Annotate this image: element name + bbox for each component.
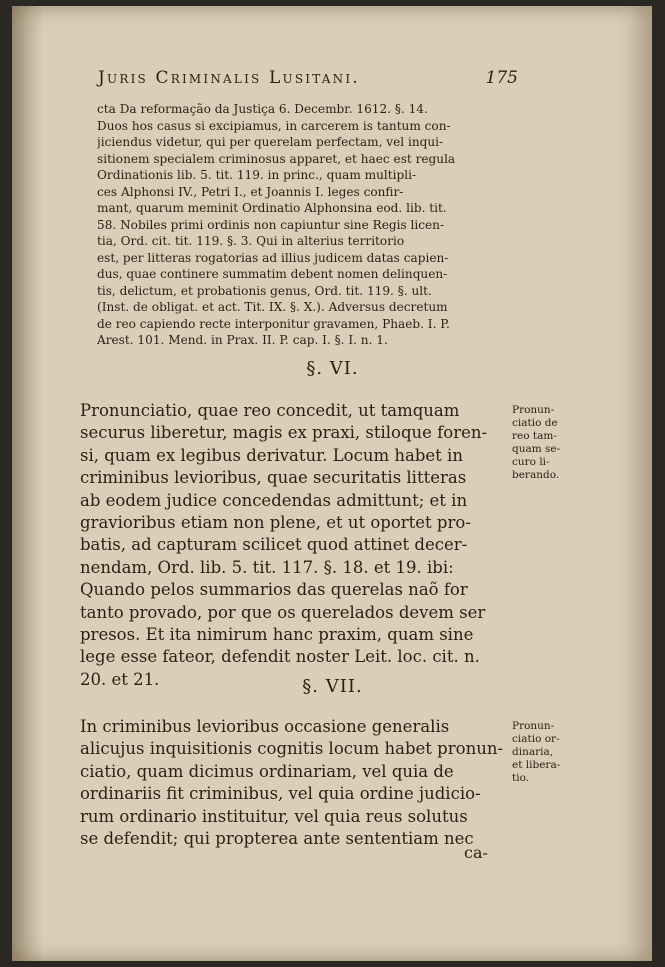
section-heading-vii: §. VII.: [302, 676, 363, 697]
text-line: rum ordinario instituitur, vel quia reus solutus: [80, 806, 468, 826]
running-title: Juris Criminalis Lusitani.: [98, 68, 360, 88]
margin-note-line: curo li-: [512, 456, 550, 468]
page-number: 175: [485, 68, 518, 88]
text-line: gravioribus etiam non plene, et ut oportet pro-: [80, 513, 471, 533]
margin-note-line: ciatio de: [512, 417, 558, 429]
text-line: lege esse fateor, defendit noster Leit. loc. cit. n.: [80, 647, 480, 667]
text-line: Duos hos casus si excipiamus, in carcerem is tantum con-: [97, 118, 451, 133]
text-line: tia, Ord. cit. tit. 119. §. 3. Qui in alterius territorio: [97, 234, 405, 248]
text-line: ordinariis fit criminibus, vel quia ordine judicio-: [80, 784, 481, 804]
text-line: 20. et 21.: [80, 669, 160, 689]
margin-note-line: ciatio or-: [512, 733, 560, 745]
text-line: ab eodem judice concedendas admittunt; et in: [80, 490, 468, 510]
text-line: tis, delictum, et probationis genus, Ord. tit. 119. §. ult.: [97, 283, 432, 298]
section-heading-vi: §. VI.: [306, 358, 359, 379]
text-line: jiciendus videtur, qui per querelam perfectam, vel inqui-: [97, 135, 444, 149]
section-vi-body: [80, 400, 510, 691]
text-line: de reo capiendo recte interponitur gravamen, Phaeb. I. P.: [97, 316, 450, 331]
margin-note-line: reo tam-: [512, 430, 557, 442]
text-line: Ordinationis lib. 5. tit. 119. in princ., quam multipli-: [97, 168, 417, 182]
running-header: [98, 68, 518, 88]
text-line: se defendit; qui propterea ante sententiam nec: [80, 829, 474, 849]
text-line: securus liberetur, magis ex praxi, stiloque foren-: [80, 423, 488, 443]
margin-note-line: Pronun-: [512, 720, 555, 732]
margin-note-line: berando.: [512, 469, 560, 481]
upper-text-block: [97, 101, 512, 349]
text-line: In criminibus levioribus occasione generalis: [80, 717, 450, 736]
margin-note-line: tio.: [512, 772, 530, 784]
margin-note-line: Pronun-: [512, 404, 555, 416]
section-vii-body: [80, 716, 510, 850]
margin-note-vii: [512, 720, 574, 785]
text-line: est, per litteras rogatorias ad illius judicem datas capien-: [97, 250, 449, 265]
text-line: batis, ad capturam scilicet quod attinet decer-: [80, 535, 468, 555]
text-line: (Inst. de obligat. et act. Tit. IX. §. X.). Adversus decretum: [97, 300, 448, 314]
catchword: ca-: [464, 843, 488, 862]
text-line: 58. Nobiles primi ordinis non capiuntur sine Regis licen-: [97, 217, 445, 232]
text-line: presos. Et ita nimirum hanc praxim, quam sine: [80, 625, 474, 645]
text-line: si, quam ex legibus derivatur. Locum habet in: [80, 445, 463, 465]
text-line: ciatio, quam dicimus ordinariam, vel quia de: [80, 761, 454, 781]
text-line: dus, quae continere summatim debent nomen delinquen-: [97, 267, 448, 281]
text-line: ces Alphonsi IV., Petri I., et Joannis I. leges confir-: [97, 184, 404, 199]
text-line: cta Da reformação da Justiça 6. Decembr. 1612. §. 14.: [97, 102, 428, 116]
margin-note-vi: [512, 404, 574, 482]
margin-note-line: et libera-: [512, 759, 561, 771]
text-line: sitionem specialem criminosus apparet, et haec est regula: [97, 151, 456, 166]
text-line: Pronunciatio, quae reo concedit, ut tamquam: [80, 401, 460, 420]
text-line: tanto provado, por que os querelados devem ser: [80, 602, 486, 622]
margin-note-line: quam se-: [512, 443, 561, 455]
text-line: mant, quarum meminit Ordinatio Alphonsina eod. lib. tit.: [97, 201, 447, 215]
text-line: Arest. 101. Mend. in Prax. II. P. cap. I. §. I. n. 1.: [97, 333, 388, 347]
text-line: Quando pelos summarios das querelas naõ for: [80, 580, 468, 600]
text-line: criminibus levioribus, quae securitatis litteras: [80, 468, 467, 488]
text-line: alicujus inquisitionis cognitis locum habet pronun-: [80, 739, 504, 759]
page-gutter-shadow: [12, 6, 44, 961]
margin-note-line: dinaria,: [512, 746, 554, 758]
text-line: nendam, Ord. lib. 5. tit. 117. §. 18. et 19. ibi:: [80, 557, 454, 577]
